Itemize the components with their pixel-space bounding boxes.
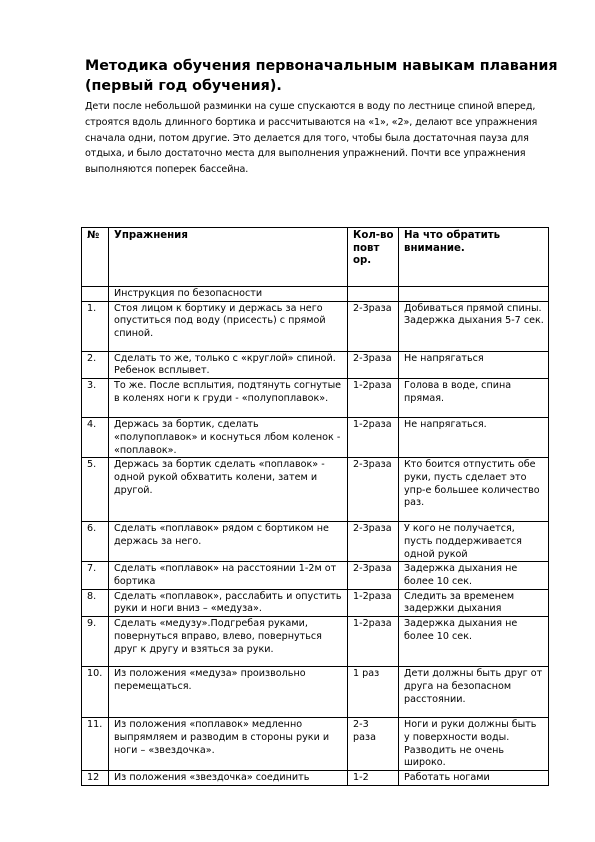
header-attention: На что обратить внимание.	[399, 228, 549, 287]
row-exercise: Сделать то же, только с «круглой» спиной. Ребенок всплывет.	[109, 351, 348, 378]
row-number: 10.	[82, 667, 109, 718]
section-row	[82, 287, 549, 302]
table-row	[82, 522, 549, 562]
row-attention: Кто боится отпустить обе руки, пусть сделает это упр-е большее количество раз.	[399, 458, 549, 522]
row-exercise: Из положения «медуза» произвольно перемещаться.	[109, 667, 348, 718]
row-exercise: Стоя лицом к бортику и держась за него опуститься под воду (присесть) с прямой спиной.	[109, 301, 348, 351]
row-exercise: Держась за бортик сделать «поплавок» - одной рукой обхватить колени, затем и другой.	[109, 458, 348, 522]
row-number: 1.	[82, 301, 109, 351]
intro-paragraph: Дети после небольшой разминки на суше спускаются в воду по лестнице спиной вперед, строятся вдоль длинного бортика и рассчитываются на «1», «2», делают все упражнения сначала одни, потом другие. Это делается для того, чтобы была достаточная пауза для отдыха, и было достаточно места для выполнения упражнений. Почти все упражнения выполняются поперек бассейна.	[85, 101, 538, 176]
exercises-table	[81, 227, 549, 786]
row-attention: Задержка дыхания не более 10 сек.	[399, 617, 549, 667]
row-number: 11.	[82, 718, 109, 771]
table-row	[82, 562, 549, 589]
row-number: 6.	[82, 522, 109, 562]
row-repetitions: 2-3раза	[348, 562, 399, 589]
row-repetitions: 1-2раза	[348, 379, 399, 418]
row-repetitions: 2-3 раза	[348, 718, 399, 771]
table-row	[82, 667, 549, 718]
table-row	[82, 458, 549, 522]
row-repetitions: 1-2раза	[348, 589, 399, 616]
row-number: 4.	[82, 418, 109, 458]
row-attention: Голова в воде, спина прямая.	[399, 379, 549, 418]
row-attention: Дети должны быть друг от друга на безопасном расстоянии.	[399, 667, 549, 718]
row-exercise: Держась за бортик, сделать «полупоплавок» и коснуться лбом коленок - «поплавок».	[109, 418, 348, 458]
table-row	[82, 617, 549, 667]
row-attention: Добиваться прямой спины. Задержка дыхания 5-7 сек.	[399, 301, 549, 351]
row-repetitions: 2-3раза	[348, 522, 399, 562]
row-attention: Задержка дыхания не более 10 сек.	[399, 562, 549, 589]
header-number: №	[82, 228, 109, 287]
table-row	[82, 351, 549, 378]
row-exercise: Сделать «поплавок», расслабить и опустить руки и ноги вниз – «медуза».	[109, 589, 348, 616]
row-attention: Следить за временем задержки дыхания	[399, 589, 549, 616]
row-repetitions: 2-3раза	[348, 458, 399, 522]
document-title: Методика обучения первоначальным навыкам плавания (первый год обучения).	[85, 58, 558, 94]
row-repetitions: 2-3раза	[348, 301, 399, 351]
row-attention: Не напрягаться.	[399, 418, 549, 458]
section-num-cell	[82, 287, 109, 302]
row-number: 9.	[82, 617, 109, 667]
table-row	[82, 770, 549, 785]
table-row	[82, 301, 549, 351]
row-repetitions: 2-3раза	[348, 351, 399, 378]
row-number: 3.	[82, 379, 109, 418]
table-row	[82, 718, 549, 771]
row-number: 2.	[82, 351, 109, 378]
table-header-row	[82, 228, 549, 287]
row-exercise: Сделать «поплавок» на расстоянии 1-2м от бортика	[109, 562, 348, 589]
row-exercise: Сделать «поплавок» рядом с бортиком не держась за него.	[109, 522, 348, 562]
row-exercise: Сделать «медузу».Подгребая руками, повернуться вправо, влево, повернуться друг к другу и взяться за руки.	[109, 617, 348, 667]
row-number: 12	[82, 770, 109, 785]
section-title: Инструкция по безопасности	[109, 287, 348, 302]
row-number: 5.	[82, 458, 109, 522]
row-number: 7.	[82, 562, 109, 589]
row-attention: Ноги и руки должны быть у поверхности воды. Разводить не очень широко.	[399, 718, 549, 771]
row-repetitions: 1-2раза	[348, 617, 399, 667]
row-exercise: То же. После всплытия, подтянуть согнутые в коленях ноги к груди - «полупоплавок».	[109, 379, 348, 418]
row-attention: Не напрягаться	[399, 351, 549, 378]
row-attention: Работать ногами	[399, 770, 549, 785]
row-repetitions: 1 раз	[348, 667, 399, 718]
section-attention-cell	[399, 287, 549, 302]
header-exercise: Упражнения	[109, 228, 348, 287]
section-count-cell	[348, 287, 399, 302]
row-number: 8.	[82, 589, 109, 616]
row-repetitions: 1-2раза	[348, 418, 399, 458]
row-attention: У кого не получается, пусть поддерживается одной рукой	[399, 522, 549, 562]
header-repetitions: Кол-во повт ор.	[348, 228, 399, 287]
row-exercise: Из положения «звездочка» соединить	[109, 770, 348, 785]
row-exercise: Из положения «поплавок» медленно выпрямляем и разводим в стороны руки и ноги – «звездочка».	[109, 718, 348, 771]
table-row	[82, 589, 549, 616]
table-row	[82, 379, 549, 418]
table-row	[82, 418, 549, 458]
row-repetitions: 1-2	[348, 770, 399, 785]
